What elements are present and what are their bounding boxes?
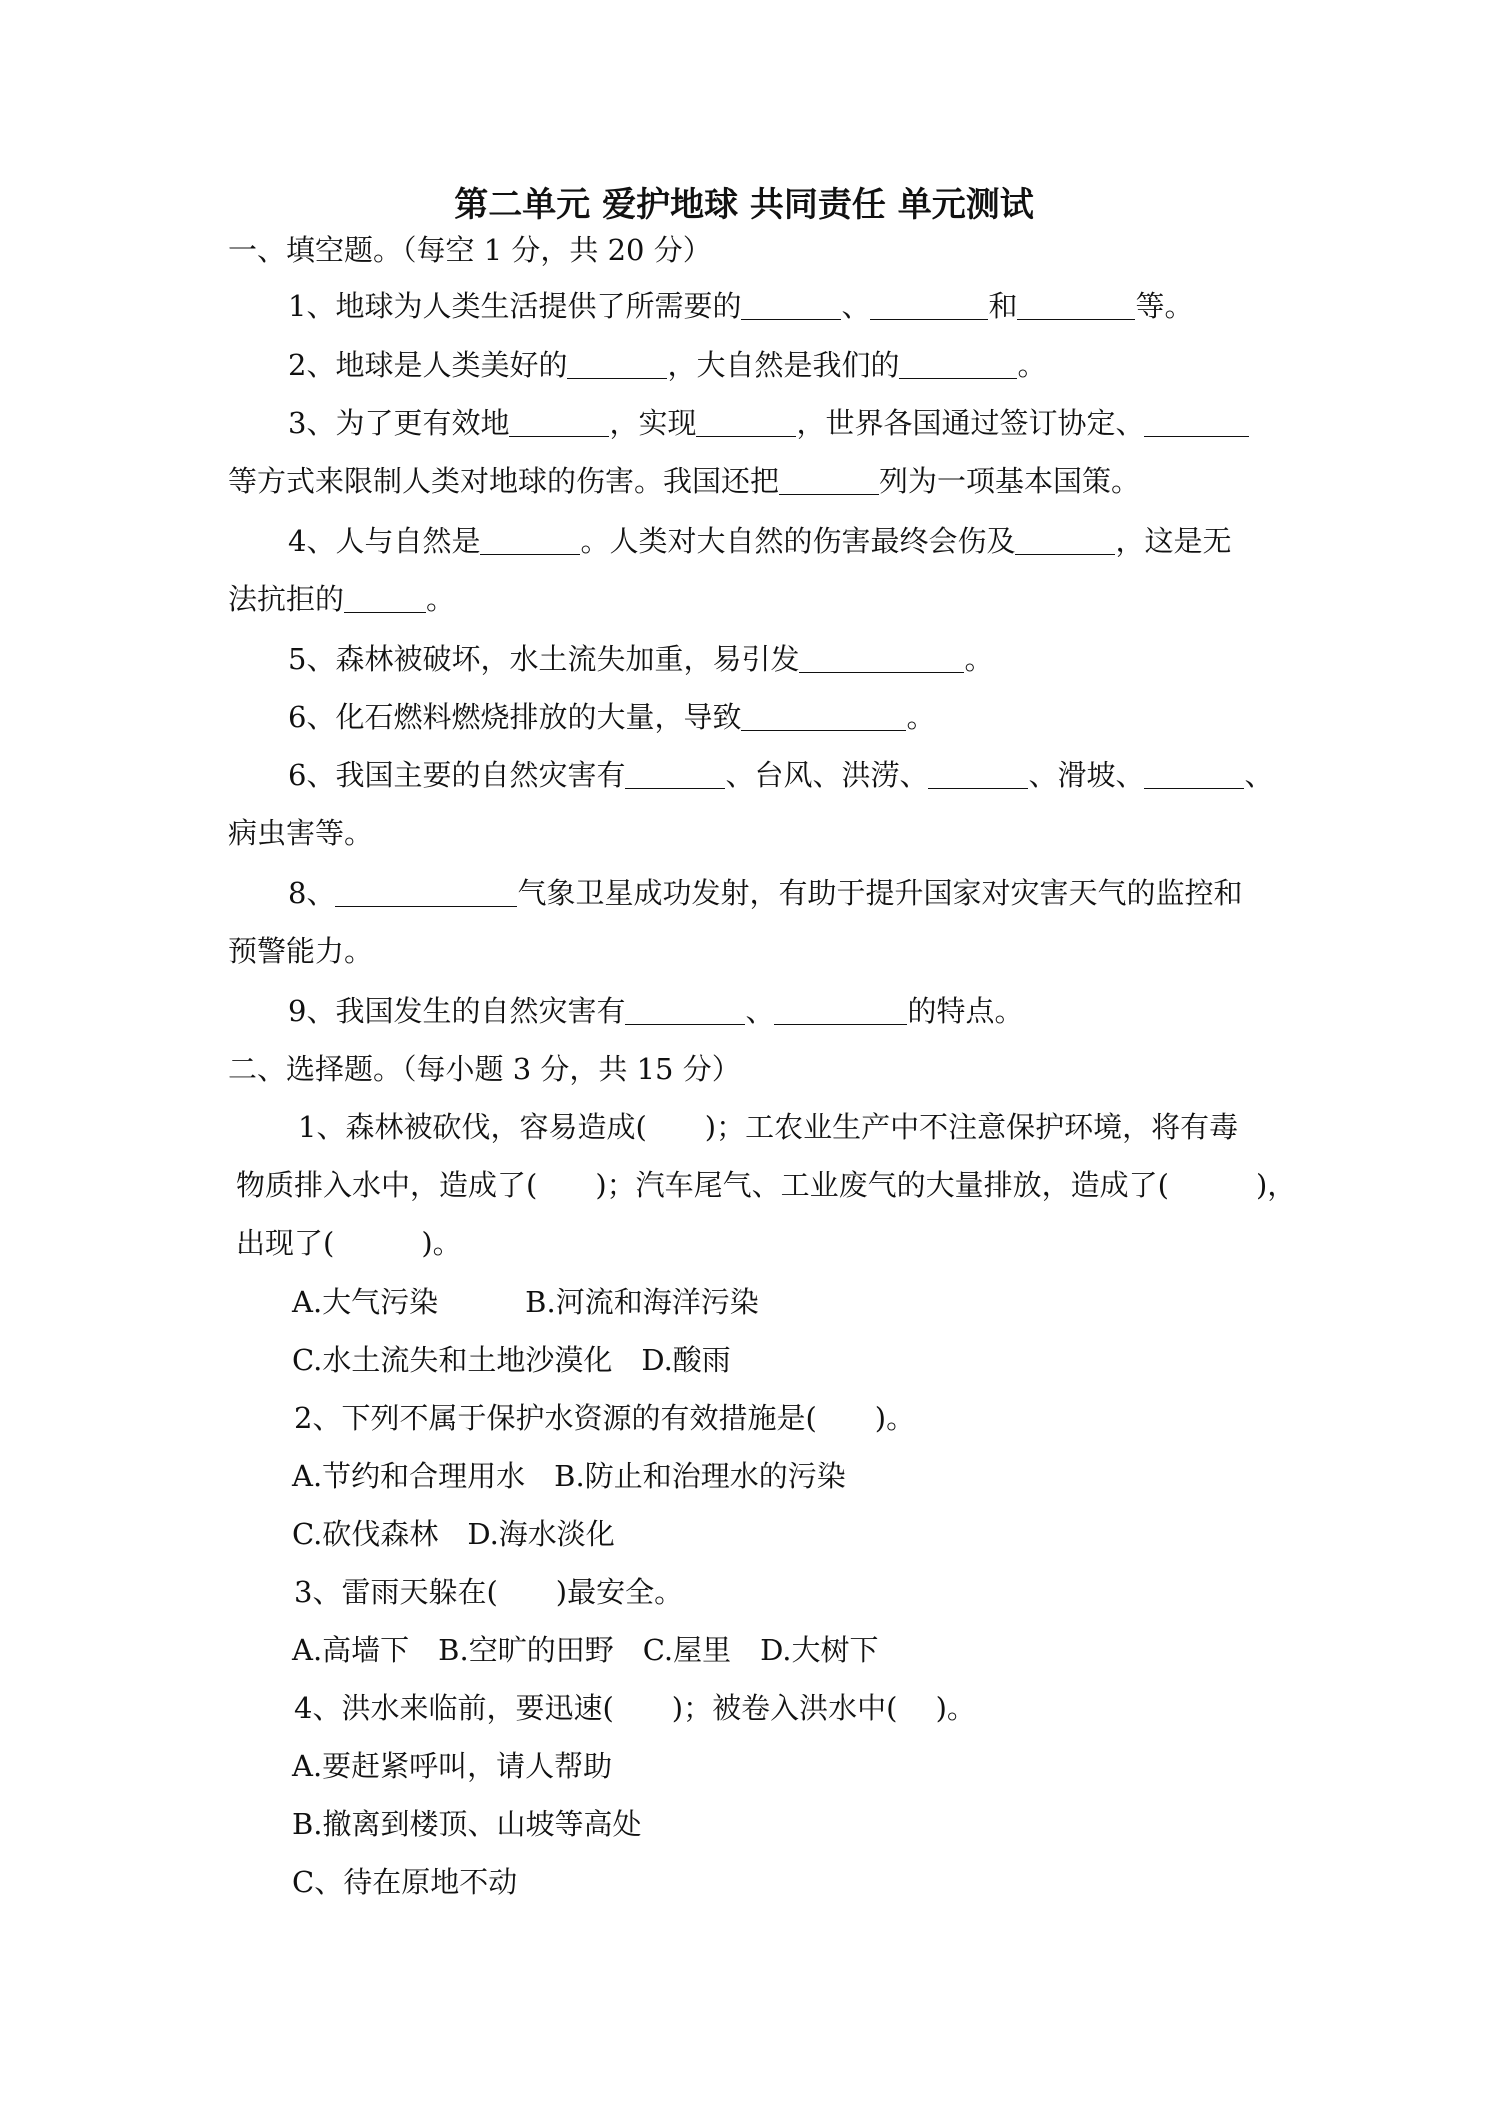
answer-blank[interactable]: [870, 289, 988, 320]
choice-question-4: 4、洪水来临前，要迅速( )；被卷入洪水中( )。: [294, 1691, 976, 1725]
section-2-heading: 二、选择题。（每小题 3 分，共 15 分）: [228, 1052, 741, 1086]
choice-question-1-line-1: 1、森林被砍伐，容易造成( )；工农业生产中不注意保护环境，将有毒: [298, 1110, 1239, 1144]
answer-blank[interactable]: [779, 464, 879, 495]
answer-blank[interactable]: [567, 348, 667, 379]
choice-question-3: 3、雷雨天躲在( )最安全。: [294, 1575, 684, 1609]
answer-blank[interactable]: [480, 524, 580, 555]
answer-blank[interactable]: [335, 876, 517, 907]
fill-question-8-line-2: 预警能力。: [228, 934, 374, 968]
answer-blank[interactable]: [799, 642, 964, 673]
choice-question-4-option-b: B.撤离到楼顶、山坡等高处: [292, 1807, 642, 1841]
answer-blank[interactable]: [899, 348, 1017, 379]
fill-question-4-line-1: 4、人与自然是 。人类对大自然的伤害最终会伤及 ，这是无: [288, 524, 1232, 558]
choice-question-2-options-2: C.砍伐森林 D.海水淡化: [292, 1517, 615, 1551]
choice-question-3-options: A.高墙下 B.空旷的田野 C.屋里 D.大树下: [292, 1633, 879, 1667]
fill-question-7-line-1: 6、我国主要的自然灾害有 、台风、洪涝、 、滑坡、 、: [288, 758, 1274, 792]
answer-blank[interactable]: [625, 994, 745, 1025]
choice-question-1-options-1: A.大气污染 B.河流和海洋污染: [292, 1285, 759, 1319]
answer-blank[interactable]: [625, 758, 725, 789]
fill-question-9: 9、我国发生的自然灾害有 、 的特点。: [288, 994, 1024, 1028]
answer-blank[interactable]: [509, 406, 609, 437]
answer-blank[interactable]: [1144, 406, 1249, 437]
answer-blank[interactable]: [1017, 289, 1135, 320]
section-1-heading: 一、填空题。（每空 1 分，共 20 分）: [228, 233, 712, 267]
choice-question-1-line-3: 出现了( )。: [236, 1226, 462, 1260]
choice-question-4-option-a: A.要赶紧呼叫，请人帮助: [292, 1749, 613, 1783]
choice-question-1-options-2: C.水土流失和土地沙漠化 D.酸雨: [292, 1343, 731, 1377]
page-title: 第二单元 爱护地球 共同责任 单元测试: [454, 185, 1034, 225]
answer-blank[interactable]: [1015, 524, 1115, 555]
answer-blank[interactable]: [696, 406, 796, 437]
answer-blank[interactable]: [741, 289, 841, 320]
choice-question-1-line-2: 物质排入水中，造成了( )；汽车尾气、工业废气的大量排放，造成了( )，: [236, 1168, 1297, 1202]
fill-question-3-line-1: 3、为了更有效地 ，实现 ，世界各国通过签订协定、: [288, 403, 1488, 443]
fill-question-7-line-2: 病虫害等。: [228, 816, 374, 850]
fill-question-3-line-2: 等方式来限制人类对地球的伤害。我国还把 列为一项基本国策。: [228, 464, 1141, 498]
answer-blank[interactable]: [774, 994, 907, 1025]
fill-question-2: 2、地球是人类美好的 ，大自然是我们的 。: [288, 348, 1047, 382]
fill-question-1: 1、地球为人类生活提供了所需要的 、 和 等。: [288, 289, 1194, 323]
answer-blank[interactable]: [741, 700, 906, 731]
fill-question-8-line-1: 8、 气象卫星成功发射，有助于提升国家对灾害天气的监控和: [288, 876, 1243, 910]
fill-question-5: 5、森林被破坏，水土流失加重，易引发 。: [288, 642, 994, 676]
answer-blank[interactable]: [1144, 758, 1244, 789]
choice-question-2: 2、下列不属于保护水资源的有效措施是( )。: [294, 1401, 916, 1435]
fill-question-6: 6、化石燃料燃烧排放的大量，导致 。: [288, 700, 936, 734]
choice-question-2-options-1: A.节约和合理用水 B.防止和治理水的污染: [292, 1459, 846, 1493]
choice-question-4-option-c: C、待在原地不动: [292, 1865, 518, 1899]
answer-blank[interactable]: [928, 758, 1028, 789]
answer-blank[interactable]: [344, 582, 426, 613]
fill-question-4-line-2: 法抗拒的 。: [228, 582, 456, 616]
